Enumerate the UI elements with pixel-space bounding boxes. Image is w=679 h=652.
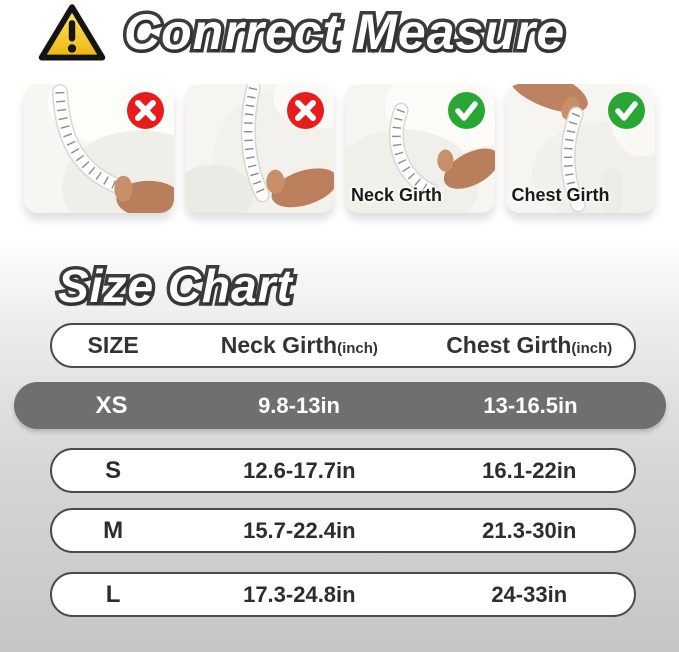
size-chart-title: Size Chart [58, 260, 293, 312]
warning-triangle-icon [36, 2, 108, 64]
neck-girth-cell: 17.3-24.8in [243, 581, 356, 607]
banner [0, 0, 679, 84]
size-cell: M [103, 516, 124, 544]
measure-photo-wrong-2 [185, 84, 335, 213]
measure-photo-wrong-1 [24, 84, 174, 213]
neck-girth-cell: 9.8-13in [258, 392, 340, 418]
wrong-icon [287, 92, 324, 129]
neck-girth-label: Neck Girth [351, 185, 443, 205]
chest-girth-cell: 21.3-30in [482, 517, 577, 543]
size-row-m [50, 508, 636, 553]
column-header-size: SIZE [87, 332, 139, 358]
size-row-l [50, 572, 636, 617]
size-cell: L [105, 580, 121, 608]
wrong-icon [127, 92, 164, 129]
measure-photo-chest-girth [506, 84, 656, 213]
chest-girth-label: Chest Girth [511, 185, 610, 205]
measure-guide [24, 84, 655, 213]
measure-photo-neck-girth [345, 84, 495, 213]
chest-girth-cell: 13-16.5in [483, 392, 578, 418]
neck-girth-cell: 12.6-17.7in [243, 457, 356, 483]
size-chart-section [0, 245, 679, 652]
correct-icon [608, 92, 645, 129]
size-row-s [50, 448, 636, 493]
page-title: Conrrect Measure [124, 4, 566, 60]
column-header-neck-girth: Neck Girth(inch) [220, 332, 378, 358]
size-chart-header-row [50, 323, 636, 368]
neck-girth-cell: 15.7-22.4in [243, 517, 356, 543]
correct-icon [448, 92, 485, 129]
chest-girth-cell: 16.1-22in [482, 457, 577, 483]
chest-girth-cell: 24-33in [491, 581, 568, 607]
size-cell: S [105, 456, 122, 484]
size-cell: XS [95, 391, 128, 419]
size-row-xs [14, 382, 666, 429]
column-header-chest-girth: Chest Girth(inch) [446, 332, 613, 358]
